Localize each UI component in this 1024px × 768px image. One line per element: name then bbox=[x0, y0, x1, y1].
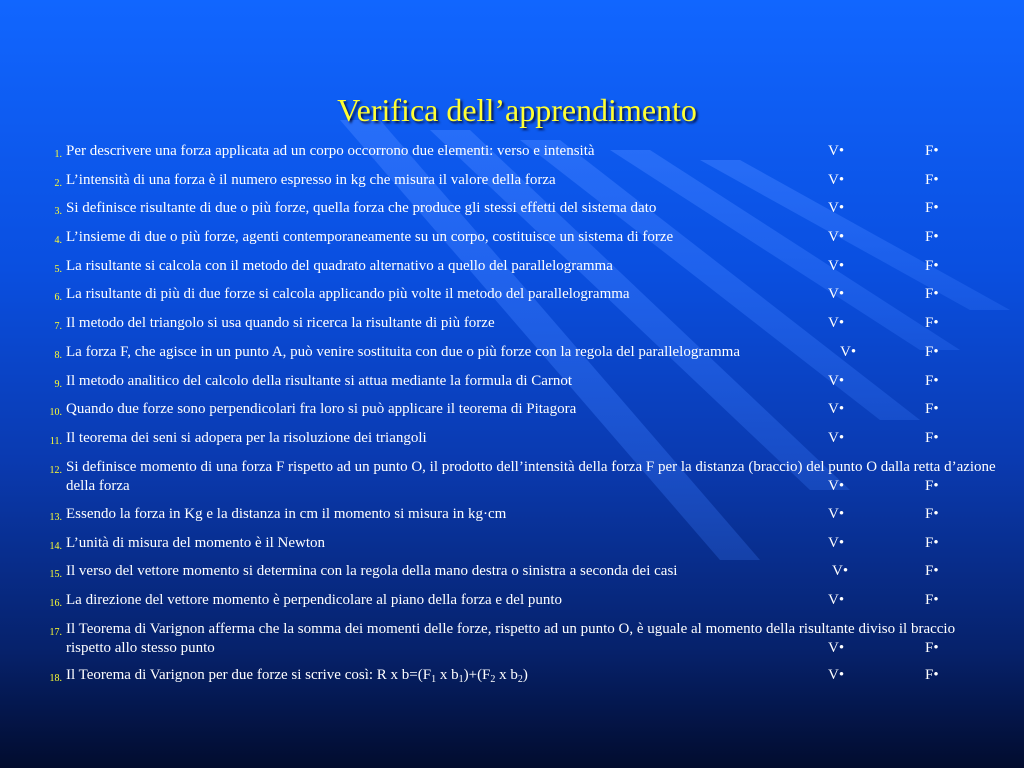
item-number: 14. bbox=[49, 541, 62, 552]
item-number: 4. bbox=[54, 235, 62, 246]
false-option[interactable]: F• bbox=[925, 506, 939, 522]
item-text: Si definisce risultante di due o più forze, quella forza che produce gli stessi effetti del sistema dato bbox=[66, 200, 657, 216]
false-option[interactable]: F• bbox=[925, 667, 939, 683]
false-option[interactable]: F• bbox=[925, 344, 939, 360]
false-option[interactable]: F• bbox=[925, 401, 939, 417]
true-option[interactable]: V• bbox=[828, 200, 845, 216]
item-text: L’insieme di due o più forze, agenti contemporaneamente su un corpo, costituisce un sistema di forze bbox=[66, 229, 674, 245]
true-option[interactable]: V• bbox=[832, 563, 849, 579]
true-option[interactable]: V• bbox=[840, 344, 857, 360]
true-option[interactable]: V• bbox=[828, 478, 845, 494]
item-text: Il Teorema di Varignon afferma che la somma dei momenti delle forze, rispetto ad un punto O, è uguale al momento della risultante diviso il braccio rispetto allo stesso punto bbox=[66, 621, 956, 656]
true-option[interactable]: V• bbox=[828, 315, 845, 331]
false-option[interactable]: F• bbox=[925, 143, 939, 159]
item-number: 12. bbox=[49, 465, 62, 476]
list-item bbox=[0, 458, 1024, 496]
true-option[interactable]: V• bbox=[828, 286, 845, 302]
item-number: 7. bbox=[54, 321, 62, 332]
true-option[interactable]: V• bbox=[828, 172, 845, 188]
true-option[interactable]: V• bbox=[828, 640, 845, 656]
false-option[interactable]: F• bbox=[925, 315, 939, 331]
item-text: Essendo la forza in Kg e la distanza in cm il momento si misura in kg·cm bbox=[66, 506, 507, 522]
true-option[interactable]: V• bbox=[828, 258, 845, 274]
false-option[interactable]: F• bbox=[925, 200, 939, 216]
false-option[interactable]: F• bbox=[925, 373, 939, 389]
true-option[interactable]: V• bbox=[828, 667, 845, 683]
item-text: La risultante si calcola con il metodo del quadrato alternativo a quello del parallelogramma bbox=[66, 258, 613, 274]
item-text: Si definisce momento di una forza F rispetto ad un punto O, il prodotto dell’intensità della forza F per la distanza (braccio) del punto O dalla retta d’azione della forza bbox=[66, 459, 996, 494]
item-number: 1. bbox=[54, 149, 62, 160]
true-option[interactable]: V• bbox=[828, 401, 845, 417]
true-option[interactable]: V• bbox=[828, 535, 845, 551]
true-option[interactable]: V• bbox=[828, 430, 845, 446]
item-text: Per descrivere una forza applicata ad un corpo occorrono due elementi: verso e intensità bbox=[66, 143, 595, 159]
item-text: La risultante di più di due forze si calcola applicando più volte il metodo del parallelogramma bbox=[66, 286, 630, 302]
slide-title: Verifica dell’apprendimento bbox=[337, 92, 697, 128]
item-number: 16. bbox=[49, 598, 62, 609]
false-option[interactable]: F• bbox=[925, 172, 939, 188]
item-text: L’intensità di una forza è il numero espresso in kg che misura il valore della forza bbox=[66, 172, 556, 188]
item-text: La forza F, che agisce in un punto A, può venire sostituita con due o più forze con la regola del parallelogramma bbox=[66, 344, 740, 360]
item-number: 15. bbox=[49, 569, 62, 580]
true-option[interactable]: V• bbox=[828, 143, 845, 159]
item-number: 17. bbox=[49, 627, 62, 638]
item-number: 10. bbox=[49, 407, 62, 418]
item-text: Il metodo analitico del calcolo della risultante si attua mediante la formula di Carnot bbox=[66, 373, 573, 389]
item-text: L’unità di misura del momento è il Newton bbox=[66, 535, 325, 551]
item-number: 11. bbox=[49, 436, 62, 447]
list-item bbox=[0, 620, 1024, 658]
true-option[interactable]: V• bbox=[828, 506, 845, 522]
false-option[interactable]: F• bbox=[925, 258, 939, 274]
item-number: 2. bbox=[54, 178, 62, 189]
false-option[interactable]: F• bbox=[925, 286, 939, 302]
false-option[interactable]: F• bbox=[925, 640, 939, 656]
item-number: 13. bbox=[49, 512, 62, 523]
false-option[interactable]: F• bbox=[925, 229, 939, 245]
item-text: Il teorema dei seni si adopera per la risoluzione dei triangoli bbox=[66, 430, 427, 446]
false-option[interactable]: F• bbox=[925, 478, 939, 494]
item-number: 6. bbox=[54, 292, 62, 303]
true-option[interactable]: V• bbox=[828, 229, 845, 245]
false-option[interactable]: F• bbox=[925, 592, 939, 608]
item-number: 3. bbox=[54, 206, 62, 217]
item-text: Il Teorema di Varignon per due forze si scrive così: R x $b=(F_1$ x $b_1)+(F_2$ x $b_2$) bbox=[66, 667, 528, 685]
item-text: Quando due forze sono perpendicolari fra loro si può applicare il teorema di Pitagora bbox=[66, 401, 577, 417]
item-text: La direzione del vettore momento è perpendicolare al piano della forza e del punto bbox=[66, 592, 563, 608]
item-text: Il metodo del triangolo si usa quando si ricerca la risultante di più forze bbox=[66, 315, 495, 331]
item-number: 8. bbox=[54, 350, 62, 361]
false-option[interactable]: F• bbox=[925, 563, 939, 579]
item-number: 9. bbox=[54, 379, 62, 390]
item-number: 5. bbox=[54, 264, 62, 275]
false-option[interactable]: F• bbox=[925, 535, 939, 551]
true-option[interactable]: V• bbox=[828, 592, 845, 608]
true-option[interactable]: V• bbox=[828, 373, 845, 389]
item-text: Il verso del vettore momento si determina con la regola della mano destra o sinistra a seconda dei casi bbox=[66, 563, 678, 579]
false-option[interactable]: F• bbox=[925, 430, 939, 446]
item-number: 18. bbox=[49, 673, 62, 684]
